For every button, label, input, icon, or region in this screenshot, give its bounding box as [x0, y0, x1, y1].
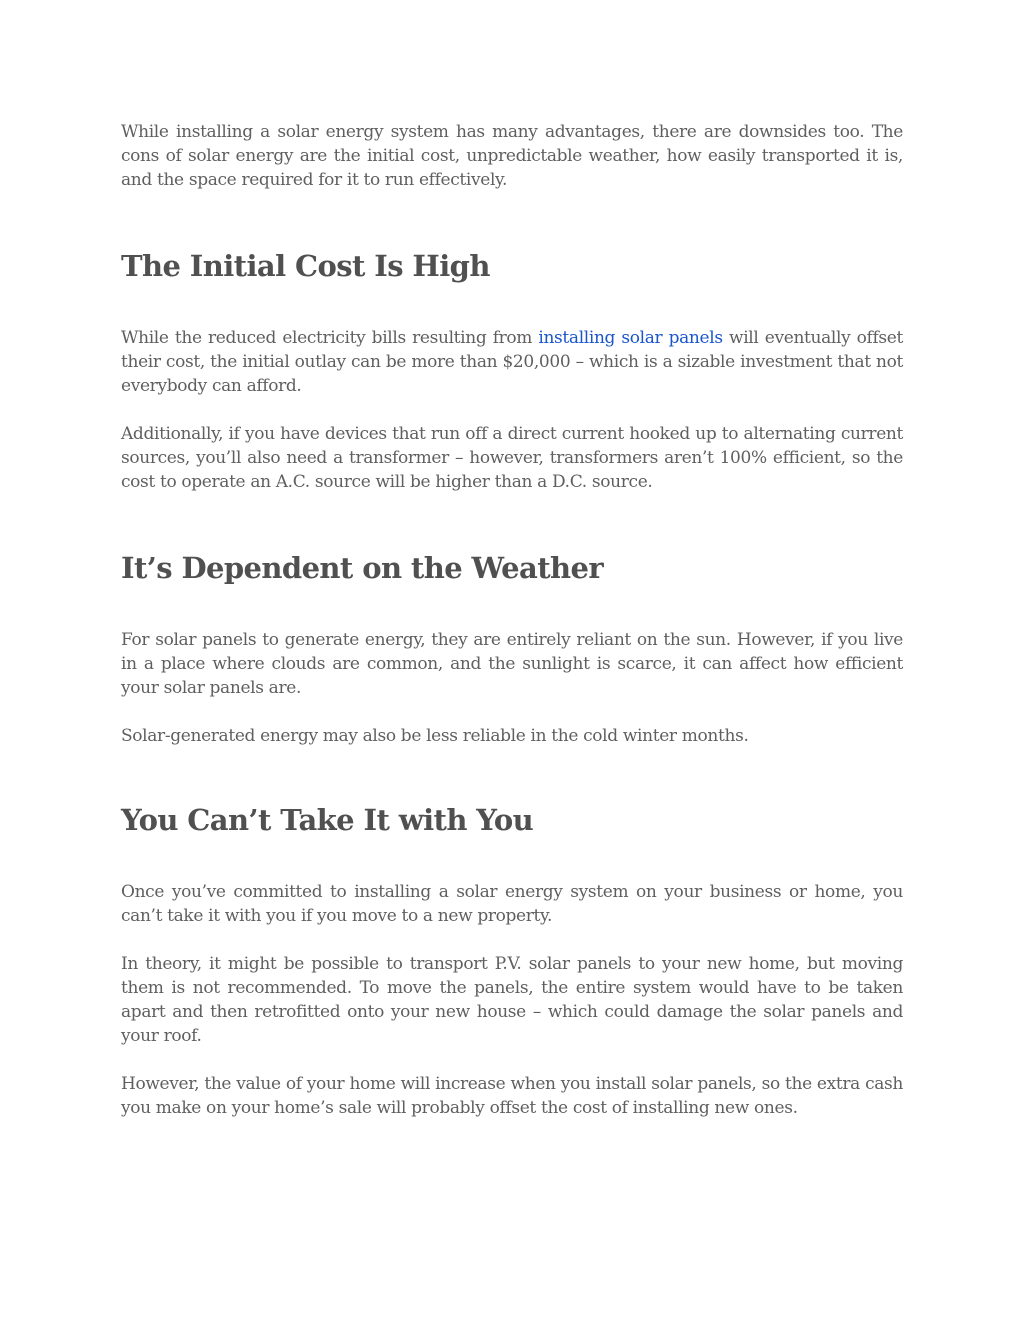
take-with-you-paragraph-1: Once you’ve committed to installing a solar energy system on your business or home, you can’t take it with you if you move to a new property. [121, 882, 903, 926]
take-with-you-paragraph-3: However, the value of your home will increase when you install solar panels, so the extra cash you make on your home’s sale will probably offset the cost of installing new ones. [121, 1074, 903, 1118]
initial-cost-text-after-link: will eventually offset their cost, the initial outlay can be more than $20,000 – which is a sizable investment that not everybody can afford. [121, 328, 903, 396]
take-with-you-paragraph-2: In theory, it might be possible to transport P.V. solar panels to your new home, but moving them is not recommended. To move the panels, the entire system would have to be taken apart and then retrofitted onto your new house – which could damage the solar panels and your roof. [121, 954, 903, 1046]
heading-take-with-you: You Can’t Take It with You [121, 803, 534, 837]
intro-paragraph: While installing a solar energy system has many advantages, there are downsides too. The cons of solar energy are the initial cost, unpredictable weather, how easily transported it is, and the space required for it to run effectively. [121, 122, 903, 190]
heading-initial-cost: The Initial Cost Is High [121, 249, 490, 283]
weather-paragraph-2: Solar-generated energy may also be less reliable in the cold winter months. [121, 726, 749, 746]
installing-solar-panels-link[interactable]: installing solar panels [538, 328, 723, 348]
weather-paragraph-1: For solar panels to generate energy, they are entirely reliant on the sun. However, if you live in a place where clouds are common, and the sunlight is scarce, it can affect how efficient your solar panels are. [121, 630, 903, 698]
initial-cost-text-before-link: While the reduced electricity bills resulting from [121, 328, 539, 348]
document-page [121, 120, 903, 1120]
initial-cost-paragraph-1 [121, 326, 903, 398]
initial-cost-paragraph-2: Additionally, if you have devices that run off a direct current hooked up to alternating current sources, you’ll also need a transformer – however, transformers aren’t 100% efficient, so the cost to operate an A.C. source will be higher than a D.C. source. [121, 424, 903, 492]
heading-weather: It’s Dependent on the Weather [121, 551, 604, 585]
